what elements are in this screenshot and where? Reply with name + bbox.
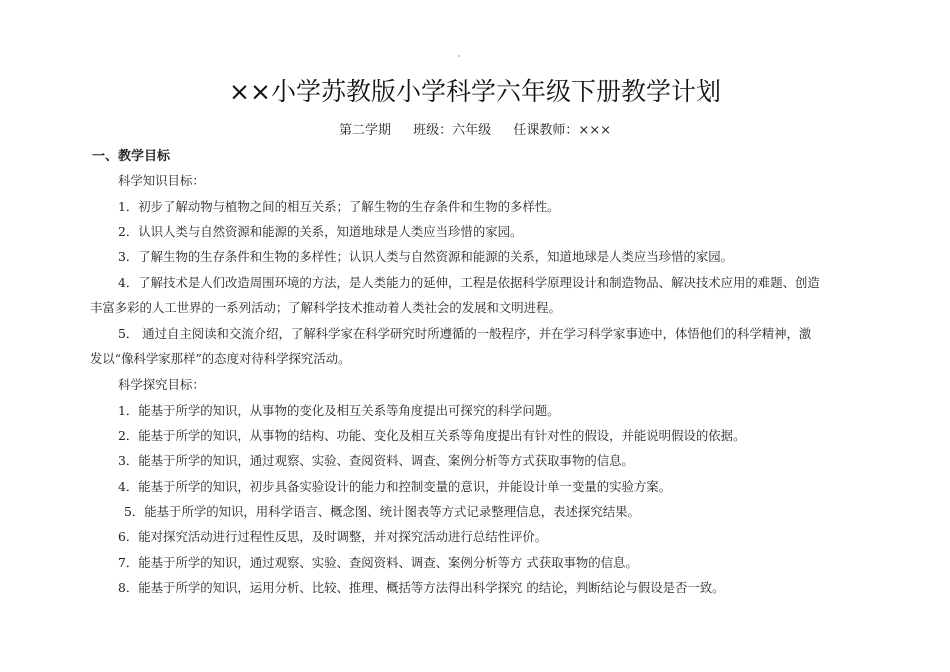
- knowledge-item: 2．认识人类与自然资源和能源的关系，知道地球是人类应当珍惜的家园。: [118, 224, 523, 239]
- inquiry-item: 8．能基于所学的知识，运用分析、比较、推理、概括等方法得出科学探究 的结论，判断结论与假设是否一致。: [118, 580, 725, 595]
- inquiry-item: 6．能对探究活动进行过程性反思，及时调整，并对探究活动进行总结性评价。: [118, 529, 548, 544]
- knowledge-item-continued: 发以“像科学家那样”的态度对待科学探究活动。: [90, 351, 351, 366]
- section-heading-teaching-goals: 一、教学目标: [92, 149, 171, 164]
- class-label: 班级：六年级: [413, 123, 492, 138]
- page-title: ××小学苏教版小学科学六年级下册教学计划: [229, 77, 721, 106]
- inquiry-item: 1．能基于所学的知识，从事物的变化及相互关系等角度提出可探究的科学问题。: [118, 403, 560, 418]
- inquiry-goals-label: 科学探究目标：: [118, 377, 205, 392]
- inquiry-item: 5．能基于所学的知识，用科学语言、概念图、统计图表等方式记录整理信息，表述探究结果。: [124, 504, 640, 519]
- inquiry-item: 2．能基于所学的知识，从事物的结构、功能、变化及相互关系等角度提出有针对性的假设，并能说明假设的依据。: [118, 428, 746, 443]
- scan-speck: [458, 55, 460, 57]
- knowledge-item: 5． 通过自主阅读和交流介绍，了解科学家在科学研究时所遵循的一般程序，并在学习科学家事迹中，体悟他们的科学精神，激: [118, 326, 812, 341]
- knowledge-item: 3．了解生物的生存条件和生物的多样性；认识人类与自然资源和能源的关系，知道地球是人类应当珍惜的家园。: [118, 249, 734, 264]
- inquiry-item: 7．能基于所学的知识，通过观察、实验、查阅资料、调查、案例分析等方 式获取事物的信息。: [118, 555, 638, 570]
- knowledge-item-continued: 丰富多彩的人工世界的一系列活动；了解科学技术推动着人类社会的发展和文明进程。: [90, 300, 561, 315]
- knowledge-item: 4．了解技术是人们改造周围环境的方法，是人类能力的延伸，工程是依据科学原理设计和制造物品、解决技术应用的难题、创造: [118, 275, 820, 290]
- semester-label: 第二学期: [339, 123, 392, 138]
- inquiry-item: 3．能基于所学的知识，通过观察、实验、查阅资料、调查、案例分析等方式获取事物的信息。: [118, 453, 634, 468]
- inquiry-item: 4．能基于所学的知识，初步具备实验设计的能力和控制变量的意识，并能设计单一变量的实验方案。: [118, 479, 672, 494]
- knowledge-goals-label: 科学知识目标：: [118, 173, 205, 188]
- knowledge-item: 1．初步了解动物与植物之间的相互关系；了解生物的生存条件和生物的多样性。: [118, 199, 560, 214]
- document-meta: [0, 122, 950, 140]
- teacher-label: 任课教师：×××: [513, 123, 611, 138]
